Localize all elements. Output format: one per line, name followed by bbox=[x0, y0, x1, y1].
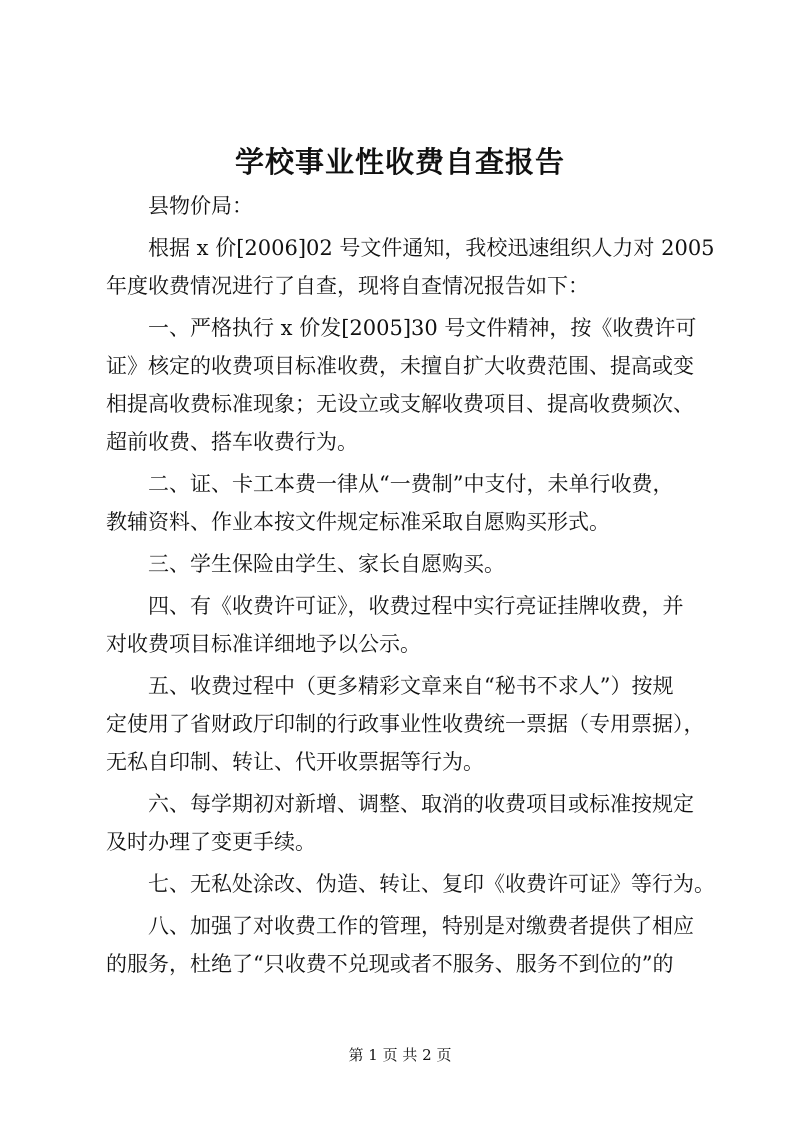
body-line: 一、严格执行 x 价发[2005]30 号文件精神，按《收费许可 bbox=[148, 316, 697, 340]
document-title: 学校事业性收费自查报告 bbox=[234, 145, 565, 179]
body-line: 无私自印制、转让、代开收票据等行为。 bbox=[106, 750, 484, 774]
body-line: 五、收费过程中（更多精彩文章来自“秘书不求人”）按规 bbox=[148, 674, 674, 698]
body-line: 证》核定的收费项目标准收费，未擅自扩大收费范围、提高或变 bbox=[106, 354, 694, 378]
page-number-footer: 第 1 页 共 2 页 bbox=[348, 1046, 452, 1064]
body-line: 四、有《收费许可证》，收费过程中实行亮证挂牌收费，并 bbox=[148, 594, 684, 618]
body-line: 相提高收费标准现象；无设立或支解收费项目、提高收费频次、 bbox=[106, 392, 694, 416]
body-line: 八、加强了对收费工作的管理，特别是对缴费者提供了相应 bbox=[148, 914, 694, 938]
salutation-line: 县物价局： bbox=[148, 194, 253, 218]
body-line: 及时办理了变更手续。 bbox=[106, 830, 316, 854]
body-line: 对收费项目标准详细地予以公示。 bbox=[106, 632, 421, 656]
body-line: 三、学生保险由学生、家长自愿购买。 bbox=[148, 552, 505, 576]
body-line: 六、每学期初对新增、调整、取消的收费项目或标准按规定 bbox=[148, 792, 694, 816]
body-line: 根据 x 价[2006]02 号文件通知，我校迅速组织人力对 2005 bbox=[148, 236, 715, 260]
body-line: 的服务，杜绝了“只收费不兑现或者不服务、服务不到位的”的 bbox=[106, 952, 674, 976]
body-line: 年度收费情况进行了自查，现将自查情况报告如下： bbox=[106, 274, 589, 298]
body-line: 二、证、卡工本费一律从“一费制”中支付，未单行收费， bbox=[148, 472, 674, 496]
body-line: 定使用了省财政厅印制的行政事业性收费统一票据（专用票据）， bbox=[106, 712, 705, 736]
body-line: 七、无私处涂改、伪造、转让、复印《收费许可证》等行为。 bbox=[148, 872, 715, 896]
body-line: 教辅资料、作业本按文件规定标准采取自愿购买形式。 bbox=[106, 510, 610, 534]
body-line: 超前收费、搭车收费行为。 bbox=[106, 430, 358, 454]
